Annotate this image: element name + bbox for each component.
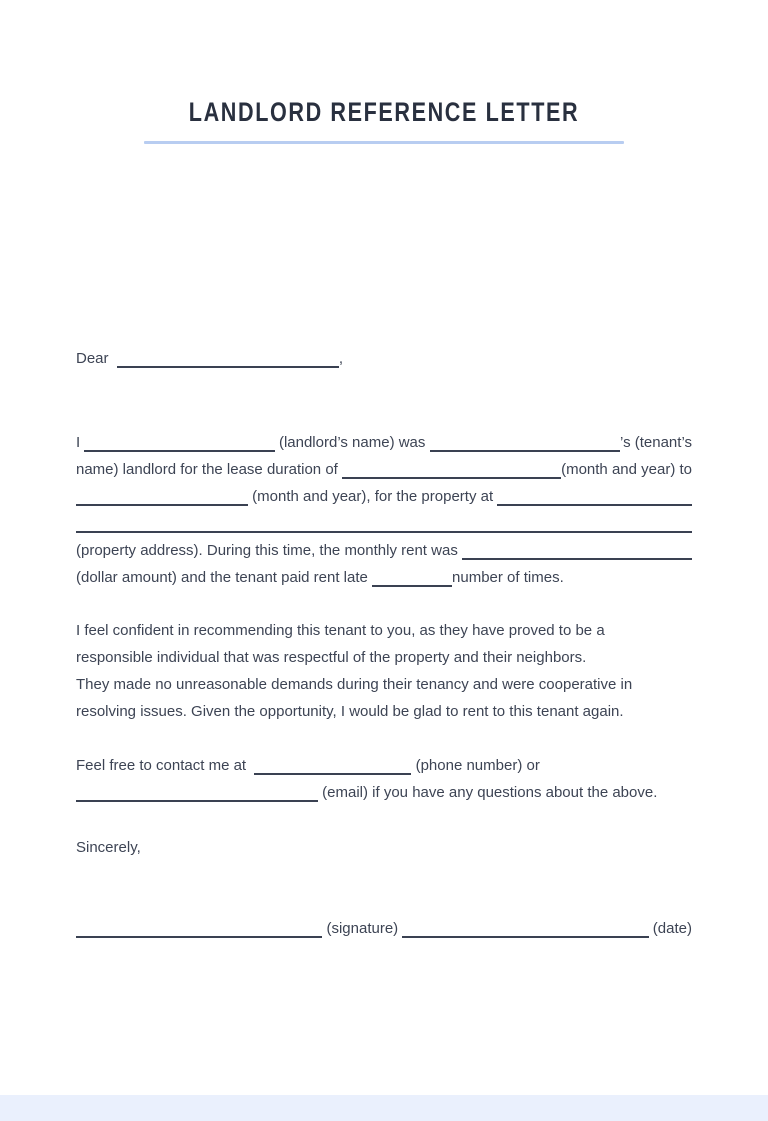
phone-number-blank <box>254 773 411 775</box>
signature-line <box>76 915 692 942</box>
body-paragraph-1 <box>76 429 692 591</box>
email-blank <box>76 800 318 802</box>
rent-amount-blank <box>462 558 692 560</box>
text-segment: ’s (tenant’s <box>620 434 693 451</box>
body-paragraph-3 <box>76 752 692 806</box>
page-title: LANDLORD REFERENCE LETTER <box>188 97 580 127</box>
letter-line <box>76 510 692 537</box>
letter-line <box>76 564 692 591</box>
lease-end-blank <box>76 504 248 506</box>
landlord-name-blank <box>84 450 274 452</box>
letter-page <box>0 97 768 1121</box>
letter-line <box>76 698 692 725</box>
text-segment: (month and year) to <box>561 461 692 478</box>
text-segment: (dollar amount) and the tenant paid rent late <box>76 569 373 586</box>
date-blank <box>402 936 648 938</box>
tenant-name-blank <box>430 450 620 452</box>
text-segment: , <box>338 350 344 367</box>
text-segment: Dear <box>76 350 117 367</box>
letter-line <box>76 779 692 806</box>
letter-line <box>76 483 692 510</box>
text-segment: resolving issues. Given the opportunity, I would be glad to rent to this tenant again. <box>76 703 624 720</box>
letter-line <box>76 456 692 483</box>
letter-line <box>76 752 692 779</box>
recipient-name-blank <box>117 366 339 368</box>
next-page-strip <box>0 1095 768 1121</box>
text-segment: Sincerely, <box>76 839 141 856</box>
text-segment: I feel confident in recommending this tenant to you, as they have proved to be a <box>76 622 605 639</box>
letter-body <box>76 345 692 942</box>
text-segment: (landlord’s name) was <box>274 434 430 451</box>
letter-line <box>76 345 692 372</box>
letter-line <box>76 834 692 861</box>
closing <box>76 834 692 861</box>
lease-start-blank <box>342 477 561 479</box>
letter-line <box>76 537 692 564</box>
late-payments-count-blank <box>372 585 452 587</box>
letter-line <box>76 671 692 698</box>
letter-line <box>76 429 692 456</box>
text-segment: (signature) <box>322 920 403 937</box>
text-segment: responsible individual that was respectful of the property and their neighbors. <box>76 649 587 666</box>
text-segment: I <box>76 434 85 451</box>
property-address-blank <box>497 504 692 506</box>
text-segment: (email) if you have any questions about the above. <box>318 784 658 801</box>
salutation <box>76 345 692 372</box>
text-segment: (month and year), for the property at <box>248 488 498 505</box>
text-segment: (phone number) or <box>411 757 540 774</box>
body-paragraph-2 <box>76 617 692 725</box>
signature-blank <box>76 936 322 938</box>
text-segment: (property address). During this time, the monthly rent was <box>76 542 462 559</box>
letter-line <box>76 644 692 671</box>
text-segment: number of times. <box>452 569 564 586</box>
property-address-blank-line-2 <box>76 531 692 533</box>
title-underline <box>144 141 624 144</box>
text-segment: They made no unreasonable demands during their tenancy and were cooperative in <box>76 676 633 693</box>
text-segment: Feel free to contact me at <box>76 757 255 774</box>
letter-line <box>76 617 692 644</box>
text-segment: name) landlord for the lease duration of <box>76 461 342 478</box>
letter-line <box>76 915 692 942</box>
text-segment: (date) <box>648 920 692 937</box>
